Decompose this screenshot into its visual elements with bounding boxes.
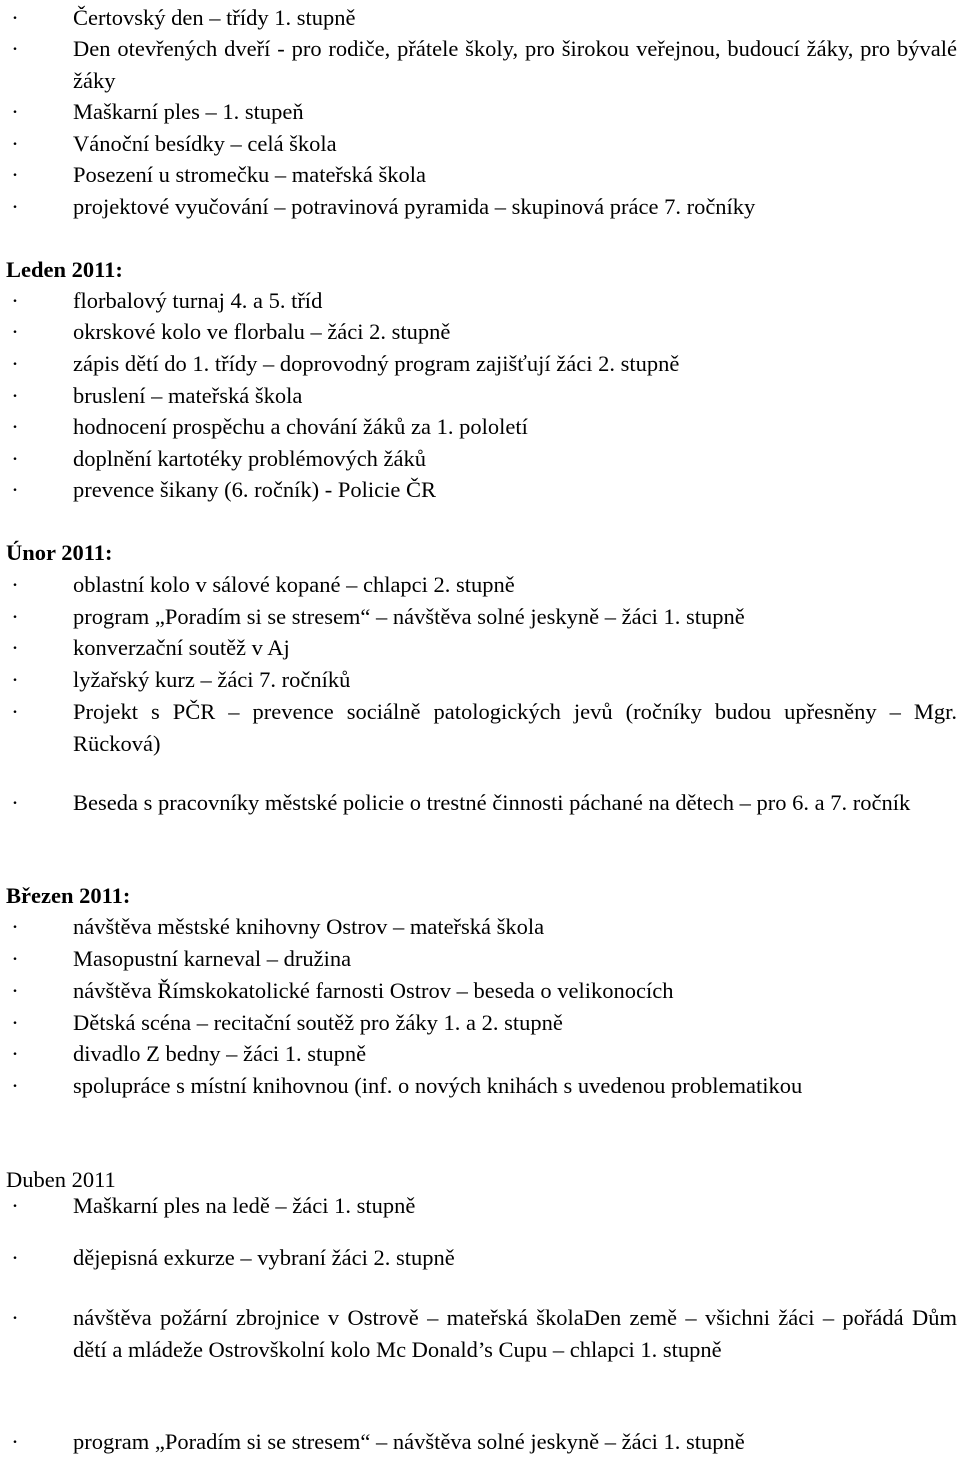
list-item xyxy=(11,285,957,317)
list-item xyxy=(11,1190,957,1222)
bullet-icon: · xyxy=(11,446,19,471)
bullet-icon: · xyxy=(11,1041,19,1066)
list-item xyxy=(11,411,957,443)
bullet-icon: · xyxy=(11,978,19,1003)
bullet-icon: · xyxy=(11,36,19,61)
bullet-icon: · xyxy=(11,1193,19,1218)
list-item-text: prevence šikany (6. ročník) - Policie ČR xyxy=(73,477,437,502)
bullet-icon: · xyxy=(11,699,19,724)
list-item-text: okrskové kolo ve florbalu – žáci 2. stupně xyxy=(73,319,451,344)
list-item xyxy=(11,696,957,759)
section-heading-duben: Duben 2011 xyxy=(6,1167,116,1192)
bullet-icon: · xyxy=(11,99,19,124)
bullet-icon: · xyxy=(11,635,19,660)
list-item-text: doplnění kartotéky problémových žáků xyxy=(73,446,427,471)
bullet-icon: · xyxy=(11,790,19,815)
list-item-text: návštěva požární zbrojnice v Ostrově – mateřská školaDen země – všichni žáci – pořádá Dům dětí a mládeže Ostrovškolní kolo Mc Donald’s Cupu – chlapci 1. stupně xyxy=(73,1305,957,1362)
list-item-text: Čertovský den – třídy 1. stupně xyxy=(73,5,356,30)
bullet-icon: · xyxy=(11,1305,19,1330)
bullet-icon: · xyxy=(11,194,19,219)
bullet-icon: · xyxy=(11,946,19,971)
bullet-icon: · xyxy=(11,1245,19,1270)
list-item xyxy=(11,1302,957,1365)
list-item xyxy=(11,380,957,412)
section-heading-brezen: Březen 2011: xyxy=(6,883,131,908)
bullet-icon: · xyxy=(11,5,19,30)
list-item xyxy=(11,664,957,696)
list-item-text: oblastní kolo v sálové kopané – chlapci 2. stupně xyxy=(73,572,515,597)
list-item-text: Den otevřených dveří - pro rodiče, přátele školy, pro širokou veřejnou, budoucí žáky, pro bývalé žáky xyxy=(73,36,957,93)
list-item-text: bruslení – mateřská škola xyxy=(73,383,303,408)
list-item-text: lyžařský kurz – žáci 7. ročníků xyxy=(73,667,351,692)
list-item xyxy=(11,128,957,160)
list-item xyxy=(11,632,957,664)
bullet-icon: · xyxy=(11,572,19,597)
list-item xyxy=(11,316,957,348)
bullet-icon: · xyxy=(11,162,19,187)
bullet-icon: · xyxy=(11,1010,19,1035)
list-item xyxy=(11,911,957,943)
list-item xyxy=(11,1070,957,1102)
list-item-text: dějepisná exkurze – vybraní žáci 2. stupně xyxy=(73,1245,455,1270)
list-item xyxy=(11,348,957,380)
list-item xyxy=(11,2,957,34)
list-item-text: Maškarní ples – 1. stupeň xyxy=(73,99,304,124)
list-item xyxy=(11,943,957,975)
bullet-icon: · xyxy=(11,604,19,629)
list-item-text: návštěva městské knihovny Ostrov – mateřská škola xyxy=(73,914,545,939)
bullet-icon: · xyxy=(11,131,19,156)
list-item xyxy=(11,787,957,819)
list-item-text: florbalový turnaj 4. a 5. tříd xyxy=(73,288,323,313)
bullet-icon: · xyxy=(11,667,19,692)
bullet-icon: · xyxy=(11,477,19,502)
list-item-text: Posezení u stromečku – mateřská škola xyxy=(73,162,427,187)
list-item-text: Maškarní ples na ledě – žáci 1. stupně xyxy=(73,1193,416,1218)
list-item xyxy=(11,474,957,506)
bullet-icon: · xyxy=(11,914,19,939)
list-item xyxy=(11,569,957,601)
list-item xyxy=(11,96,957,128)
bullet-icon: · xyxy=(11,1429,19,1454)
list-item-text: Projekt s PČR – prevence sociálně patologických jevů (ročníky budou upřesněny – Mgr. Rücková) xyxy=(73,699,957,756)
list-item-text: program „Poradím si se stresem“ – návštěva solné jeskyně – žáci 1. stupně xyxy=(73,1429,745,1454)
list-item xyxy=(11,1007,957,1039)
section-heading-leden: Leden 2011: xyxy=(6,257,123,282)
list-item xyxy=(11,191,957,223)
list-item-text: divadlo Z bedny – žáci 1. stupně xyxy=(73,1041,367,1066)
list-item-text: Vánoční besídky – celá škola xyxy=(73,131,337,156)
list-item-text: návštěva Římskokatolické farnosti Ostrov – beseda o velikonocích xyxy=(73,978,674,1003)
bullet-icon: · xyxy=(11,383,19,408)
list-item-text: Beseda s pracovníky městské policie o trestné činnosti páchané na dětech – pro 6. a 7. ročník xyxy=(73,790,911,815)
list-item xyxy=(11,443,957,475)
bullet-icon: · xyxy=(11,1073,19,1098)
list-item-text: projektové vyučování – potravinová pyramida – skupinová práce 7. ročníky xyxy=(73,194,756,219)
list-item xyxy=(11,1426,957,1458)
list-item-text: zápis dětí do 1. třídy – doprovodný program zajišťují žáci 2. stupně xyxy=(73,351,680,376)
list-item-text: Dětská scéna – recitační soutěž pro žáky 1. a 2. stupně xyxy=(73,1010,563,1035)
list-item xyxy=(11,601,957,633)
list-item-text: spolupráce s místní knihovnou (inf. o nových knihách s uvedenou problematikou xyxy=(73,1073,803,1098)
bullet-icon: · xyxy=(11,288,19,313)
list-item-text: Masopustní karneval – družina xyxy=(73,946,352,971)
list-item xyxy=(11,975,957,1007)
list-item xyxy=(11,1038,957,1070)
section-heading-unor: Únor 2011: xyxy=(6,540,113,565)
list-item xyxy=(11,1242,957,1274)
bullet-icon: · xyxy=(11,351,19,376)
bullet-icon: · xyxy=(11,414,19,439)
list-item xyxy=(11,33,957,96)
list-item-text: program „Poradím si se stresem“ – návštěva solné jeskyně – žáci 1. stupně xyxy=(73,604,745,629)
list-item-text: hodnocení prospěchu a chování žáků za 1. pololetí xyxy=(73,414,528,439)
list-item xyxy=(11,159,957,191)
bullet-icon: · xyxy=(11,319,19,344)
list-item-text: konverzační soutěž v Aj xyxy=(73,635,290,660)
